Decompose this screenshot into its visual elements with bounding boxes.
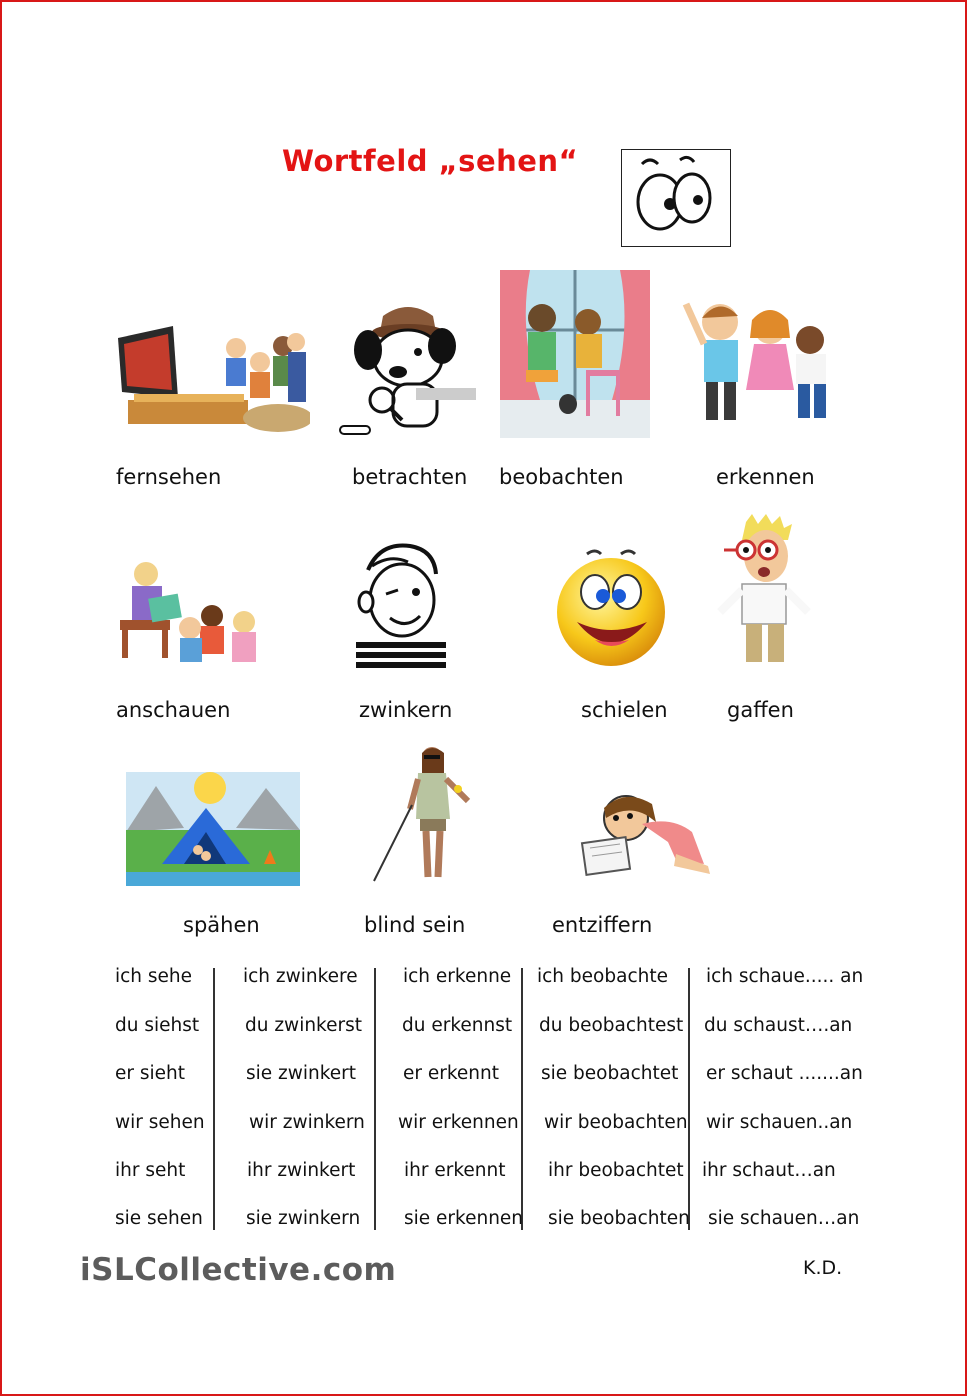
conjugation-erkennen-er: er erkennt xyxy=(403,1063,499,1084)
conjugation-anschauen-du: du schaust….an xyxy=(704,1015,853,1036)
conjugation-sehen-wir: wir sehen xyxy=(115,1112,205,1133)
conjugation-anschauen-ihr: ihr schaut…an xyxy=(702,1160,836,1181)
word-spaehen: spähen xyxy=(183,913,260,937)
conjugation-anschauen-er: er schaut .......an xyxy=(706,1063,863,1084)
column-divider xyxy=(374,968,376,1230)
worksheet-title: Wortfeld „sehen“ xyxy=(282,144,579,178)
conjugation-zwinkern-ich: ich zwinkere xyxy=(243,966,358,987)
conjugation-erkennen-ihr: ihr erkennt xyxy=(404,1160,506,1181)
word-gaffen: gaffen xyxy=(727,698,794,722)
word-schielen: schielen xyxy=(581,698,668,722)
conjugation-anschauen-wir: wir schauen..an xyxy=(706,1112,853,1133)
conjugation-sehen-ihr: ihr seht xyxy=(115,1160,186,1181)
conjugation-zwinkern-du: du zwinkerst xyxy=(245,1015,362,1036)
brand-logo-text: iSLCollective.com xyxy=(80,1252,397,1288)
word-entziffern: entziffern xyxy=(552,913,653,937)
watching-tv-picture xyxy=(118,318,310,442)
conjugation-anschauen-ich: ich schaue..... an xyxy=(706,966,864,987)
conjugation-beobachten-wir: wir beobachten xyxy=(544,1112,688,1133)
conjugation-sehen-ich: ich sehe xyxy=(115,966,193,987)
cross-eyed-smiley-picture xyxy=(553,546,669,672)
winking-boy-picture xyxy=(350,540,450,674)
conjugation-erkennen-ich: ich erkenne xyxy=(403,966,512,987)
word-blind-sein: blind sein xyxy=(364,913,466,937)
conjugation-erkennen-wir: wir erkennen xyxy=(398,1112,519,1133)
conjugation-erkennen-sie: sie erkennen xyxy=(404,1208,524,1229)
detective-dog-picture xyxy=(338,302,476,442)
conjugation-erkennen-du: du erkennst xyxy=(402,1015,513,1036)
word-anschauen: anschauen xyxy=(116,698,231,722)
reading-to-children-picture xyxy=(116,560,266,674)
word-betrachten: betrachten xyxy=(352,465,468,489)
conjugation-beobachten-sie: sie beobachtet xyxy=(541,1063,679,1084)
conjugation-sehen-sie: sie sehen xyxy=(115,1208,203,1229)
conjugation-zwinkern-wir: wir zwinkern xyxy=(249,1112,365,1133)
blind-woman-picture xyxy=(372,745,478,889)
eyes-picture xyxy=(621,149,731,247)
conjugation-beobachten-du: du beobachtest xyxy=(539,1015,684,1036)
conjugation-zwinkern-sie-pl: sie zwinkern xyxy=(246,1208,361,1229)
conjugation-beobachten-ihr: ihr beobachtet xyxy=(548,1160,684,1181)
column-divider xyxy=(521,968,523,1230)
word-beobachten: beobachten xyxy=(499,465,624,489)
word-erkennen: erkennen xyxy=(716,465,815,489)
conjugation-beobachten-sie-pl: sie beobachten xyxy=(548,1208,690,1229)
conjugation-beobachten-ich: ich beobachte xyxy=(537,966,668,987)
conjugation-anschauen-sie: sie schauen…an xyxy=(708,1208,860,1229)
tent-peeking-picture xyxy=(126,772,300,890)
author-initials: K.D. xyxy=(803,1257,843,1279)
pointing-kids-picture xyxy=(682,290,842,442)
column-divider xyxy=(213,968,215,1230)
conjugation-sehen-du: du siehst xyxy=(115,1015,200,1036)
staring-man-picture xyxy=(716,514,814,674)
conjugation-sehen-er: er sieht xyxy=(115,1063,186,1084)
column-divider xyxy=(688,968,690,1230)
word-zwinkern: zwinkern xyxy=(359,698,453,722)
word-fernsehen: fernsehen xyxy=(116,465,222,489)
conjugation-zwinkern-ihr: ihr zwinkert xyxy=(247,1160,356,1181)
children-at-window-picture xyxy=(500,270,650,442)
girl-reading-paper-picture xyxy=(572,788,716,884)
conjugation-zwinkern-sie: sie zwinkert xyxy=(246,1063,357,1084)
